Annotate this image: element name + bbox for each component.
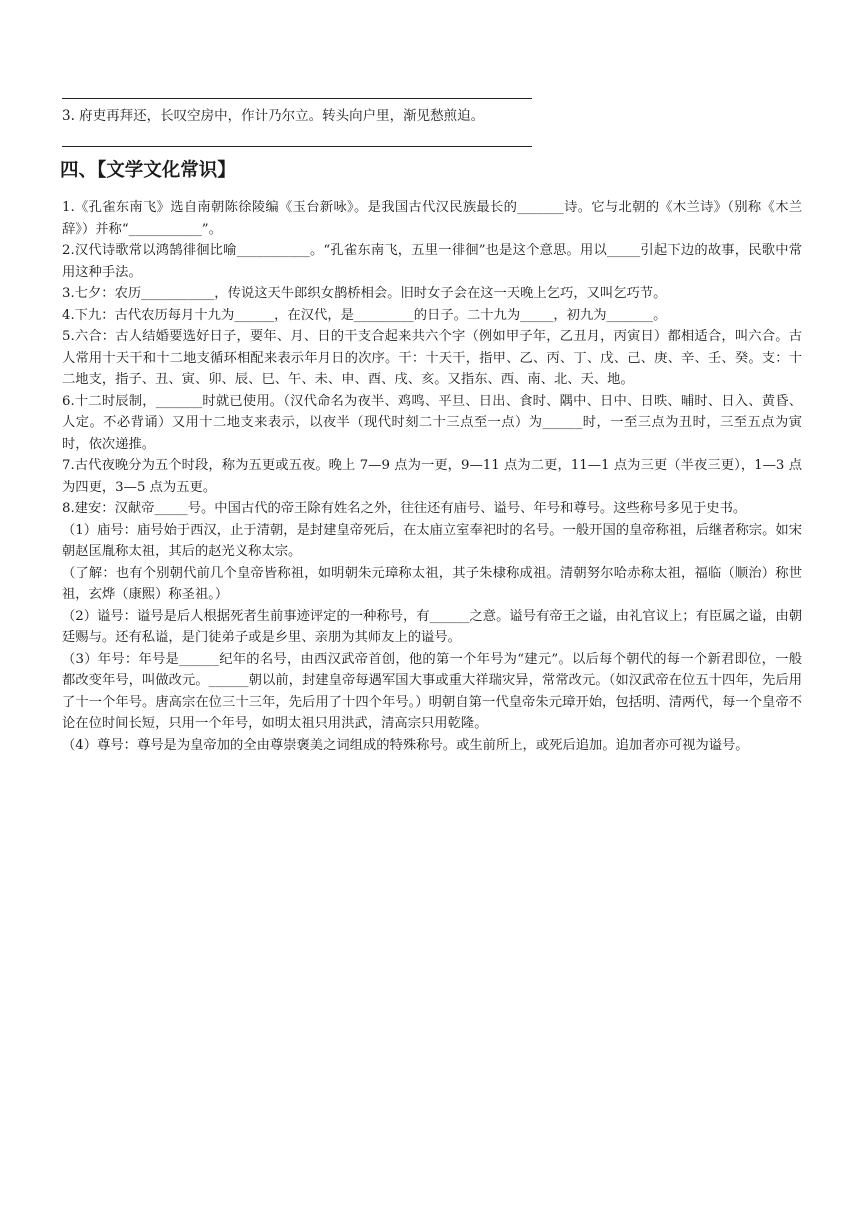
paragraph-1: 1.《孔雀东南飞》选自南朝陈徐陵编《玉台新咏》。是我国古代汉民族最长的_______诗。它与北朝的《木兰诗》（别称《木兰辞》）并称“___________”。 xyxy=(62,200,802,237)
paragraph-8-2: （2）谥号：谥号是后人根据死者生前事迹评定的一种称号，有______之意。谥号有帝王之谥，由礼官议上；有臣属之谥，由朝廷赐与。还有私谥，是门徒弟子或是乡里、亲朋为其师友上的谥号。 xyxy=(62,608,802,645)
paragraph-8: 8.建安：汉献帝_____号。中国古代的帝王除有姓名之外，往往还有庙号、谥号、年号和尊号。这些称号多见于史书。 xyxy=(62,501,747,516)
paragraph-5: 5.六合：古人结婚要选好日子，要年、月、日的干支合起来共六个字（例如甲子年，乙丑月，丙寅日）都相适合，叫六合。古人常用十天干和十二地支循环相配来表示年月日的次序。干：十天干，指甲、乙、丙、丁、戊、己、庚、辛、壬、癸。支：十二地支，指子、丑、寅、卯、辰、巳、午、未、申、酉、戌、亥。又指东、西、南、北、天、地。 xyxy=(62,329,802,387)
paragraph-8-4: （4）尊号：尊号是为皇帝加的全由尊崇褒美之词组成的特殊称号。或生前所上，或死后追加。追加者亦可视为谥号。 xyxy=(62,737,749,753)
answer-line-top xyxy=(62,98,532,99)
passage-line-3: 3. 府吏再拜还，长叹空房中，作计乃尔立。转头向户里，渐见愁煎迫。 xyxy=(62,108,485,124)
paragraph-7: 7.古代夜晚分为五个时段，称为五更或五夜。晚上 7—9 点为一更，9—11 点为二更，11—1 点为三更（半夜三更），1—3 点为四更，3—5 点为五更。 xyxy=(62,458,802,495)
paragraph-6: 6.十二时辰制，_______时就已使用。（汉代命名为夜半、鸡鸣、平旦、日出、食时、隅中、日中、日昳、晡时、日入、黄昏、人定。不必背诵）又用十二地支来表示，以夜半（现代时刻二十三点至一点）为______时，一至三点为丑时，三至五点为寅时，依次递推。 xyxy=(62,393,802,452)
paragraph-3: 3.七夕：农历___________，传说这天牛郎织女鹊桥相会。旧时女子会在这一天晚上乞巧，又叫乞巧节。 xyxy=(62,286,667,301)
paragraph-8-3: （3）年号：年号是______纪年的名号，由西汉武帝首创，他的第一个年号为“建元”。以后每个朝代的每一个新君即位，一般都改变年号，叫做改元。______朝以前，封建皇帝每遇军国大事或重大祥瑞灾异，常常改元。（如汉武帝在位五十四年，先后用了十一个年号。唐高宗在位三十三年，先后用了十四个年号。）明朝自第一代皇帝朱元璋开始，包括明、清两代，每一个皇帝不论在位时间长短，只用一个年号，如明太祖只用洪武，清高宗只用乾隆。 xyxy=(62,651,802,731)
paragraph-8-1: （1）庙号：庙号始于西汉，止于清朝，是封建皇帝死后，在太庙立室奉祀时的名号。一般开国的皇帝称祖，后继者称宗。如宋朝赵匡胤称太祖，其后的赵光义称太宗。 xyxy=(62,522,802,559)
paragraph-8-note: （了解：也有个别朝代前几个皇帝皆称祖，如明朝朱元璋称太祖，其子朱棣称成祖。清朝努尔哈赤称太祖，福临（顺治）称世祖，玄烨（康熙）称圣祖。） xyxy=(62,565,802,602)
answer-line-bottom xyxy=(62,146,532,147)
content-body xyxy=(62,197,802,756)
paragraph-4: 4.下九：古代农历每月十九为______，在汉代，是_________的日子。二十九为_____，初九为_______。 xyxy=(62,307,667,323)
section-title: 四、【文学文化常识】 xyxy=(60,160,236,181)
paragraph-2: 2.汉代诗歌常以鸿鹄徘徊比喻___________。“孔雀东南飞，五里一徘徊”也是这个意思。用以_____引起下边的故事，民歌中常用这种手法。 xyxy=(62,243,802,280)
